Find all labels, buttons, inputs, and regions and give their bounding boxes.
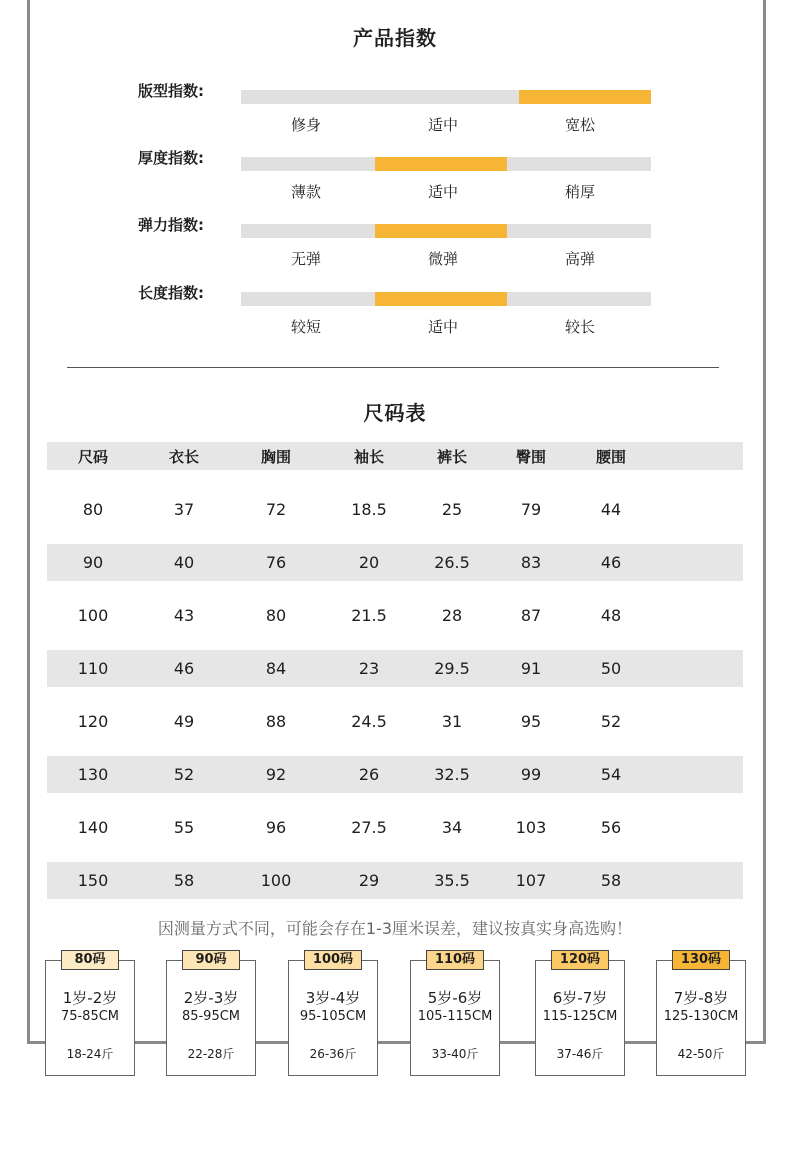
table-cell: 84	[265, 659, 287, 678]
table-row	[47, 491, 743, 528]
index-label: 版型指数:	[138, 82, 204, 100]
card-weight: 42-50斤	[677, 1047, 725, 1061]
size-badge: 130码	[672, 950, 730, 970]
table-cell: 103	[515, 818, 547, 837]
index-title: 产品指数	[353, 26, 437, 50]
table-cell: 140	[77, 818, 109, 837]
table-cell: 100	[77, 606, 109, 625]
card-age: 7岁-8岁	[673, 989, 729, 1007]
card-age: 5岁-6岁	[427, 989, 483, 1007]
index-segment-selected	[519, 90, 651, 104]
table-cell: 120	[77, 712, 109, 731]
card-height: 115-125CM	[542, 1009, 618, 1024]
table-cell: 55	[173, 818, 195, 837]
index-option: 修身	[290, 116, 321, 134]
index-segment	[519, 224, 651, 238]
table-cell: 20	[358, 553, 380, 572]
index-label: 长度指数:	[138, 284, 204, 302]
table-cell: 43	[173, 606, 195, 625]
table-cell: 91	[520, 659, 542, 678]
index-bar	[241, 90, 651, 104]
column-header: 腰围	[595, 447, 626, 466]
card-weight: 37-46斤	[556, 1047, 604, 1061]
table-row	[47, 756, 743, 793]
index-option: 较长	[564, 318, 595, 336]
index-option: 适中	[427, 318, 458, 336]
index-segment-selected	[375, 292, 507, 306]
measurement-note: 因测量方式不同，可能会存在1-3厘米误差，建议按真实身高选购！	[157, 919, 633, 938]
index-option: 无弹	[290, 250, 321, 268]
card-height: 95-105CM	[299, 1009, 367, 1024]
table-cell: 48	[600, 606, 622, 625]
table-cell: 88	[265, 712, 287, 731]
index-segment	[375, 90, 507, 104]
table-cell: 25	[441, 500, 463, 519]
table-cell: 44	[600, 500, 622, 519]
table-cell: 50	[600, 659, 622, 678]
index-row	[0, 149, 790, 217]
table-cell: 76	[265, 553, 287, 572]
size-badge: 100码	[304, 950, 362, 970]
index-row	[0, 82, 790, 150]
table-cell: 79	[520, 500, 542, 519]
index-option: 稍厚	[564, 183, 595, 201]
table-cell: 40	[173, 553, 195, 572]
card-height: 125-130CM	[663, 1009, 739, 1024]
index-option: 薄款	[290, 183, 321, 201]
table-cell: 27.5	[351, 818, 387, 837]
table-cell: 58	[600, 871, 622, 890]
table-cell: 32.5	[434, 765, 470, 784]
size-card	[45, 952, 135, 1076]
card-age: 3岁-4岁	[305, 989, 361, 1007]
table-cell: 110	[77, 659, 109, 678]
table-cell: 29	[358, 871, 380, 890]
table-cell: 100	[260, 871, 292, 890]
table-row	[47, 862, 743, 899]
column-header: 袖长	[353, 447, 384, 466]
card-age: 6岁-7岁	[552, 989, 608, 1007]
table-cell: 52	[600, 712, 622, 731]
size-badge: 120码	[551, 950, 609, 970]
index-row	[0, 284, 790, 352]
table-cell: 23	[358, 659, 380, 678]
table-cell: 90	[82, 553, 104, 572]
index-option: 宽松	[564, 116, 595, 134]
column-header: 胸围	[260, 447, 291, 466]
table-cell: 31	[441, 712, 463, 731]
index-option: 适中	[427, 183, 458, 201]
index-segment	[241, 224, 373, 238]
table-cell: 56	[600, 818, 622, 837]
card-age: 1岁-2岁	[62, 989, 118, 1007]
index-bar	[241, 157, 651, 171]
table-cell: 49	[173, 712, 195, 731]
table-cell: 35.5	[434, 871, 470, 890]
column-header: 尺码	[77, 447, 108, 466]
card-age: 2岁-3岁	[183, 989, 239, 1007]
table-cell: 28	[441, 606, 463, 625]
table-cell: 58	[173, 871, 195, 890]
index-segment	[519, 292, 651, 306]
index-label: 厚度指数:	[138, 149, 204, 167]
table-cell: 83	[520, 553, 542, 572]
card-height: 85-95CM	[181, 1009, 241, 1024]
table-cell: 95	[520, 712, 542, 731]
table-row	[47, 809, 743, 846]
size-card	[166, 952, 256, 1076]
table-cell: 54	[600, 765, 622, 784]
size-badge: 110码	[426, 950, 484, 970]
table-row	[47, 544, 743, 581]
table-cell: 72	[265, 500, 287, 519]
size-table-title: 尺码表	[363, 401, 427, 425]
table-cell: 24.5	[351, 712, 387, 731]
table-cell: 87	[520, 606, 542, 625]
column-header: 裤长	[436, 447, 467, 466]
column-header: 臀围	[515, 447, 546, 466]
table-cell: 99	[520, 765, 542, 784]
table-cell: 26.5	[434, 553, 470, 572]
card-weight: 18-24斤	[66, 1047, 114, 1061]
index-segment	[519, 157, 651, 171]
table-cell: 18.5	[351, 500, 387, 519]
card-weight: 33-40斤	[431, 1047, 479, 1061]
index-bar	[241, 292, 651, 306]
table-cell: 21.5	[351, 606, 387, 625]
index-segment-selected	[375, 224, 507, 238]
section-divider	[67, 367, 719, 368]
table-cell: 80	[82, 500, 104, 519]
column-header: 衣长	[168, 447, 199, 466]
table-cell: 52	[173, 765, 195, 784]
table-cell: 150	[77, 871, 109, 890]
card-height: 75-85CM	[60, 1009, 120, 1024]
size-badge: 80码	[61, 950, 119, 970]
card-weight: 22-28斤	[187, 1047, 235, 1061]
size-card	[288, 952, 378, 1076]
table-cell: 46	[600, 553, 622, 572]
table-cell: 107	[515, 871, 547, 890]
table-row	[47, 597, 743, 634]
size-card	[410, 952, 500, 1076]
size-card	[535, 952, 625, 1076]
table-cell: 37	[173, 500, 195, 519]
table-row	[47, 703, 743, 740]
index-option: 高弹	[564, 250, 595, 268]
table-cell: 29.5	[434, 659, 470, 678]
card-height: 105-115CM	[417, 1009, 493, 1024]
index-segment	[241, 90, 373, 104]
index-option: 微弹	[427, 250, 458, 268]
size-card	[656, 952, 746, 1076]
index-segment-selected	[375, 157, 507, 171]
table-cell: 96	[265, 818, 287, 837]
index-option: 适中	[427, 116, 458, 134]
table-cell: 80	[265, 606, 287, 625]
index-option: 较短	[290, 318, 321, 336]
size-badge: 90码	[182, 950, 240, 970]
index-segment	[241, 292, 373, 306]
table-row	[47, 650, 743, 687]
index-label: 弹力指数:	[138, 216, 204, 234]
table-cell: 130	[77, 765, 109, 784]
card-weight: 26-36斤	[309, 1047, 357, 1061]
index-bar	[241, 224, 651, 238]
index-segment	[241, 157, 373, 171]
table-cell: 34	[441, 818, 463, 837]
table-cell: 26	[358, 765, 380, 784]
index-row	[0, 216, 790, 284]
table-cell: 92	[265, 765, 287, 784]
table-header	[47, 442, 743, 470]
table-cell: 46	[173, 659, 195, 678]
